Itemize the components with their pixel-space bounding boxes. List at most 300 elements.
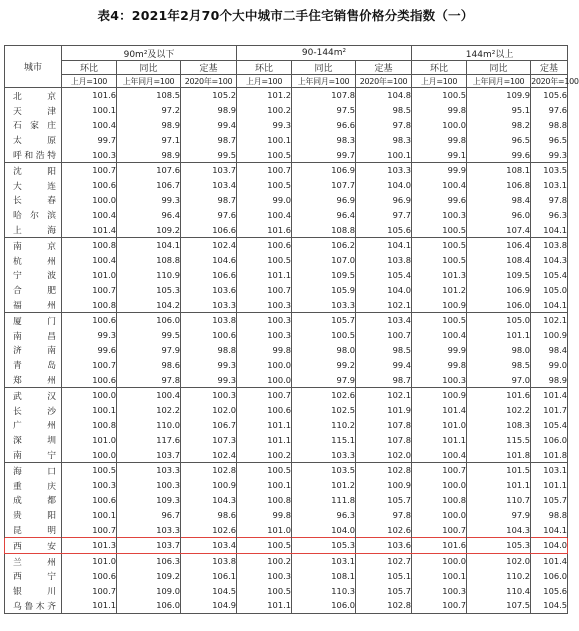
index-value: 99.3 bbox=[62, 328, 117, 343]
index-value: 104.1 bbox=[531, 522, 568, 537]
index-value: 102.1 bbox=[531, 312, 568, 327]
index-value: 100.0 bbox=[412, 118, 467, 133]
index-value: 98.7 bbox=[356, 372, 412, 387]
index-value: 97.2 bbox=[117, 103, 181, 118]
index-value: 117.6 bbox=[117, 432, 181, 447]
city-name: 大连 bbox=[5, 178, 62, 193]
index-value: 105.3 bbox=[292, 537, 356, 553]
index-value: 106.0 bbox=[292, 598, 356, 613]
index-value: 103.4 bbox=[181, 537, 237, 553]
index-value: 106.0 bbox=[467, 297, 531, 312]
index-value: 102.8 bbox=[356, 462, 412, 477]
index-value: 100.0 bbox=[412, 478, 467, 493]
index-value: 100.6 bbox=[237, 403, 292, 418]
city-name: 乌鲁木齐 bbox=[5, 598, 62, 613]
index-value: 108.8 bbox=[117, 253, 181, 268]
index-value: 100.1 bbox=[237, 478, 292, 493]
index-value: 100.5 bbox=[237, 178, 292, 193]
index-value: 101.8 bbox=[531, 447, 568, 462]
index-value: 103.7 bbox=[117, 537, 181, 553]
base-label-yoy: 上年同月=100 bbox=[467, 75, 531, 88]
index-value: 102.5 bbox=[292, 403, 356, 418]
index-value: 99.8 bbox=[412, 103, 467, 118]
index-value: 107.4 bbox=[467, 222, 531, 237]
index-value: 99.3 bbox=[237, 118, 292, 133]
index-value: 109.3 bbox=[117, 493, 181, 508]
index-value: 100.6 bbox=[181, 328, 237, 343]
index-value: 100.7 bbox=[62, 522, 117, 537]
index-value: 101.6 bbox=[237, 222, 292, 237]
subheader-mom: 环比 bbox=[412, 61, 467, 75]
index-value: 107.7 bbox=[292, 178, 356, 193]
city-name: 贵阳 bbox=[5, 507, 62, 522]
index-value: 106.0 bbox=[531, 432, 568, 447]
index-value: 98.5 bbox=[467, 357, 531, 372]
index-value: 100.5 bbox=[237, 583, 292, 598]
index-value: 102.2 bbox=[117, 403, 181, 418]
index-value: 100.3 bbox=[62, 147, 117, 162]
index-value: 100.1 bbox=[62, 103, 117, 118]
base-label-yoy: 上年同月=100 bbox=[117, 75, 181, 88]
index-value: 101.1 bbox=[237, 598, 292, 613]
city-name: 福州 bbox=[5, 297, 62, 312]
index-value: 98.2 bbox=[467, 118, 531, 133]
city-name: 呼和浩特 bbox=[5, 147, 62, 162]
index-value: 100.6 bbox=[62, 178, 117, 193]
index-value: 100.5 bbox=[237, 462, 292, 477]
index-value: 101.0 bbox=[412, 418, 467, 433]
index-value: 103.3 bbox=[117, 462, 181, 477]
index-value: 102.2 bbox=[467, 403, 531, 418]
index-value: 103.4 bbox=[356, 312, 412, 327]
index-value: 103.5 bbox=[292, 462, 356, 477]
index-value: 98.9 bbox=[531, 372, 568, 387]
index-value: 101.6 bbox=[412, 537, 467, 553]
index-value: 100.4 bbox=[62, 253, 117, 268]
table-row bbox=[5, 88, 568, 103]
index-value: 103.5 bbox=[531, 162, 568, 177]
city-name: 哈尔滨 bbox=[5, 207, 62, 222]
city-name: 太原 bbox=[5, 132, 62, 147]
index-value: 97.7 bbox=[356, 207, 412, 222]
index-value: 107.8 bbox=[356, 418, 412, 433]
index-value: 97.8 bbox=[117, 372, 181, 387]
index-value: 107.8 bbox=[356, 432, 412, 447]
index-value: 108.1 bbox=[467, 162, 531, 177]
index-value: 100.7 bbox=[412, 522, 467, 537]
index-value: 100.4 bbox=[62, 207, 117, 222]
index-value: 103.3 bbox=[292, 447, 356, 462]
city-name: 海口 bbox=[5, 462, 62, 477]
index-value: 100.9 bbox=[356, 478, 412, 493]
index-value: 101.7 bbox=[531, 403, 568, 418]
index-value: 100.4 bbox=[412, 178, 467, 193]
index-value: 99.6 bbox=[62, 343, 117, 358]
index-value: 106.7 bbox=[181, 418, 237, 433]
table-row bbox=[5, 522, 568, 537]
index-value: 97.8 bbox=[531, 193, 568, 208]
index-value: 102.8 bbox=[356, 598, 412, 613]
table-row bbox=[5, 147, 568, 162]
index-value: 102.7 bbox=[356, 553, 412, 568]
index-value: 98.9 bbox=[117, 147, 181, 162]
table-row bbox=[5, 162, 568, 177]
index-value: 100.5 bbox=[292, 328, 356, 343]
index-value: 105.7 bbox=[356, 493, 412, 508]
index-value: 100.1 bbox=[356, 147, 412, 162]
index-value: 105.4 bbox=[356, 268, 412, 283]
table-row bbox=[5, 493, 568, 508]
table-row bbox=[5, 598, 568, 613]
index-value: 100.5 bbox=[412, 312, 467, 327]
index-value: 96.7 bbox=[117, 507, 181, 522]
table-row bbox=[5, 132, 568, 147]
index-value: 96.5 bbox=[531, 132, 568, 147]
subheader-mom: 环比 bbox=[62, 61, 117, 75]
index-value: 105.9 bbox=[292, 282, 356, 297]
index-value: 99.6 bbox=[412, 193, 467, 208]
index-value: 99.0 bbox=[531, 357, 568, 372]
table-row bbox=[5, 357, 568, 372]
index-value: 101.2 bbox=[292, 478, 356, 493]
index-value: 99.0 bbox=[237, 193, 292, 208]
index-value: 100.5 bbox=[237, 147, 292, 162]
index-value: 105.3 bbox=[117, 282, 181, 297]
index-value: 100.8 bbox=[62, 418, 117, 433]
table-row bbox=[5, 432, 568, 447]
city-name: 北京 bbox=[5, 88, 62, 103]
city-name: 杭州 bbox=[5, 253, 62, 268]
index-value: 99.9 bbox=[412, 343, 467, 358]
index-value: 96.4 bbox=[117, 207, 181, 222]
base-label-mom: 上月=100 bbox=[62, 75, 117, 88]
index-value: 105.4 bbox=[531, 268, 568, 283]
index-value: 105.0 bbox=[531, 282, 568, 297]
index-value: 115.1 bbox=[292, 432, 356, 447]
index-value: 110.3 bbox=[292, 583, 356, 598]
index-value: 100.2 bbox=[237, 447, 292, 462]
index-value: 100.9 bbox=[412, 387, 467, 402]
index-value: 98.9 bbox=[181, 103, 237, 118]
city-name: 厦门 bbox=[5, 312, 62, 327]
index-value: 99.7 bbox=[62, 132, 117, 147]
index-value: 102.6 bbox=[292, 387, 356, 402]
index-value: 110.2 bbox=[292, 418, 356, 433]
index-value: 99.5 bbox=[181, 147, 237, 162]
index-value: 99.6 bbox=[467, 147, 531, 162]
index-value: 108.3 bbox=[467, 418, 531, 433]
index-value: 104.5 bbox=[181, 583, 237, 598]
index-value: 103.3 bbox=[292, 297, 356, 312]
index-value: 103.4 bbox=[181, 178, 237, 193]
city-name: 合肥 bbox=[5, 282, 62, 297]
index-value: 100.3 bbox=[117, 478, 181, 493]
index-value: 107.8 bbox=[292, 88, 356, 103]
index-value: 97.6 bbox=[531, 103, 568, 118]
group-header-small: 90m²及以下 bbox=[62, 46, 237, 61]
index-value: 109.0 bbox=[117, 583, 181, 598]
base-row bbox=[5, 75, 568, 88]
index-value: 100.0 bbox=[237, 357, 292, 372]
index-value: 97.9 bbox=[467, 507, 531, 522]
index-value: 99.8 bbox=[237, 507, 292, 522]
index-value: 100.6 bbox=[62, 312, 117, 327]
base-label-yoy: 上年同月=100 bbox=[292, 75, 356, 88]
index-value: 104.3 bbox=[531, 253, 568, 268]
index-value: 100.7 bbox=[62, 162, 117, 177]
index-value: 101.4 bbox=[62, 222, 117, 237]
index-value: 100.7 bbox=[237, 387, 292, 402]
index-value: 98.7 bbox=[181, 132, 237, 147]
city-name: 成都 bbox=[5, 493, 62, 508]
index-value: 105.1 bbox=[356, 569, 412, 584]
table-row bbox=[5, 387, 568, 402]
index-value: 101.1 bbox=[62, 598, 117, 613]
index-value: 99.8 bbox=[412, 357, 467, 372]
subheader-row bbox=[5, 61, 568, 75]
index-value: 100.5 bbox=[412, 237, 467, 252]
index-value: 104.3 bbox=[181, 493, 237, 508]
index-value: 100.3 bbox=[412, 372, 467, 387]
index-value: 98.8 bbox=[181, 343, 237, 358]
index-value: 100.0 bbox=[62, 193, 117, 208]
table-row bbox=[5, 403, 568, 418]
table-title: 表4：2021年2月70个大中城市二手住宅销售价格分类指数（一） bbox=[97, 8, 474, 23]
index-value: 100.0 bbox=[412, 553, 467, 568]
index-value: 115.5 bbox=[467, 432, 531, 447]
index-value: 98.4 bbox=[467, 193, 531, 208]
index-value: 110.9 bbox=[117, 268, 181, 283]
index-value: 107.3 bbox=[181, 432, 237, 447]
city-name: 长沙 bbox=[5, 403, 62, 418]
city-name: 南京 bbox=[5, 237, 62, 252]
city-name: 银川 bbox=[5, 583, 62, 598]
index-value: 100.7 bbox=[412, 462, 467, 477]
index-value: 100.3 bbox=[237, 312, 292, 327]
city-name: 重庆 bbox=[5, 478, 62, 493]
group-header-large: 144m²以上 bbox=[412, 46, 568, 61]
index-value: 100.3 bbox=[181, 387, 237, 402]
index-value: 103.3 bbox=[181, 297, 237, 312]
index-value: 101.4 bbox=[531, 553, 568, 568]
index-value: 111.8 bbox=[292, 493, 356, 508]
index-value: 100.8 bbox=[62, 297, 117, 312]
index-value: 97.8 bbox=[356, 507, 412, 522]
index-value: 98.5 bbox=[356, 343, 412, 358]
index-value: 97.8 bbox=[356, 118, 412, 133]
index-value: 104.5 bbox=[531, 598, 568, 613]
index-value: 100.2 bbox=[237, 103, 292, 118]
index-value: 100.8 bbox=[237, 493, 292, 508]
index-value: 100.3 bbox=[237, 569, 292, 584]
index-value: 101.1 bbox=[237, 432, 292, 447]
index-value: 101.9 bbox=[356, 403, 412, 418]
index-value: 109.9 bbox=[467, 88, 531, 103]
index-value: 100.0 bbox=[412, 507, 467, 522]
index-value: 100.6 bbox=[62, 493, 117, 508]
city-name: 石家庄 bbox=[5, 118, 62, 133]
index-value: 103.7 bbox=[117, 447, 181, 462]
index-value: 99.9 bbox=[412, 162, 467, 177]
table-row bbox=[5, 297, 568, 312]
city-name: 深圳 bbox=[5, 432, 62, 447]
index-value: 101.1 bbox=[467, 478, 531, 493]
index-value: 99.2 bbox=[292, 357, 356, 372]
index-value: 98.8 bbox=[531, 507, 568, 522]
base-label-fixed-base: 2020年=100 bbox=[181, 75, 237, 88]
index-value: 101.0 bbox=[62, 268, 117, 283]
subheader-fixed-base: 定基 bbox=[531, 61, 568, 75]
subheader-yoy: 同比 bbox=[467, 61, 531, 75]
index-value: 100.9 bbox=[531, 328, 568, 343]
index-value: 98.4 bbox=[531, 343, 568, 358]
index-value: 100.7 bbox=[237, 162, 292, 177]
index-value: 108.8 bbox=[292, 222, 356, 237]
base-label-fixed-base: 2020年=100 bbox=[531, 76, 579, 86]
city-name: 西安 bbox=[5, 537, 62, 553]
index-value: 96.4 bbox=[292, 207, 356, 222]
index-value: 100.5 bbox=[412, 88, 467, 103]
table-row bbox=[5, 418, 568, 433]
index-value: 100.5 bbox=[237, 253, 292, 268]
index-value: 100.9 bbox=[181, 478, 237, 493]
index-value: 99.3 bbox=[117, 193, 181, 208]
index-value: 107.5 bbox=[467, 598, 531, 613]
index-value: 96.3 bbox=[292, 507, 356, 522]
index-value: 97.6 bbox=[181, 207, 237, 222]
index-value: 106.8 bbox=[467, 178, 531, 193]
table-row bbox=[5, 553, 568, 568]
index-value: 108.4 bbox=[467, 253, 531, 268]
index-value: 104.1 bbox=[531, 297, 568, 312]
index-value: 100.1 bbox=[62, 403, 117, 418]
base-label-mom: 上月=100 bbox=[237, 75, 292, 88]
index-value: 97.9 bbox=[292, 372, 356, 387]
index-value: 106.4 bbox=[467, 237, 531, 252]
index-value: 105.6 bbox=[356, 222, 412, 237]
index-value: 98.0 bbox=[467, 343, 531, 358]
index-value: 101.0 bbox=[62, 432, 117, 447]
index-value: 100.3 bbox=[237, 297, 292, 312]
index-value: 100.7 bbox=[62, 583, 117, 598]
index-value: 101.3 bbox=[412, 268, 467, 283]
index-value: 99.4 bbox=[356, 357, 412, 372]
index-value: 100.4 bbox=[412, 328, 467, 343]
city-name: 长春 bbox=[5, 193, 62, 208]
table-row bbox=[5, 207, 568, 222]
index-value: 103.7 bbox=[181, 162, 237, 177]
index-value: 102.4 bbox=[181, 237, 237, 252]
index-value: 109.5 bbox=[292, 268, 356, 283]
subheader-mom: 环比 bbox=[237, 61, 292, 75]
index-value: 100.7 bbox=[62, 357, 117, 372]
table-row bbox=[5, 222, 568, 237]
index-value: 100.2 bbox=[237, 553, 292, 568]
index-value: 104.1 bbox=[117, 237, 181, 252]
index-value: 102.1 bbox=[356, 297, 412, 312]
index-value: 97.9 bbox=[117, 343, 181, 358]
index-value: 100.6 bbox=[237, 237, 292, 252]
city-name: 兰州 bbox=[5, 553, 62, 568]
index-value: 100.4 bbox=[412, 447, 467, 462]
table-body bbox=[5, 88, 568, 614]
index-value: 106.3 bbox=[117, 553, 181, 568]
index-value: 98.8 bbox=[531, 118, 568, 133]
index-value: 101.4 bbox=[531, 387, 568, 402]
index-value: 106.0 bbox=[117, 312, 181, 327]
index-value: 101.0 bbox=[62, 553, 117, 568]
city-name: 南宁 bbox=[5, 447, 62, 462]
table-row bbox=[5, 103, 568, 118]
index-value: 103.1 bbox=[531, 178, 568, 193]
index-value: 102.8 bbox=[181, 462, 237, 477]
index-value: 103.8 bbox=[531, 237, 568, 252]
index-value: 105.4 bbox=[531, 418, 568, 433]
table-row bbox=[5, 478, 568, 493]
price-index-table bbox=[4, 45, 579, 614]
table-row bbox=[5, 118, 568, 133]
index-value: 99.8 bbox=[412, 132, 467, 147]
city-name: 济南 bbox=[5, 343, 62, 358]
index-value: 100.5 bbox=[62, 462, 117, 477]
index-value: 96.5 bbox=[467, 132, 531, 147]
subheader-yoy: 同比 bbox=[117, 61, 181, 75]
table-row bbox=[5, 372, 568, 387]
index-value: 105.7 bbox=[356, 583, 412, 598]
index-value: 106.0 bbox=[531, 569, 568, 584]
index-value: 100.7 bbox=[237, 282, 292, 297]
table-row bbox=[5, 193, 568, 208]
table-row bbox=[5, 178, 568, 193]
index-value: 106.9 bbox=[292, 162, 356, 177]
city-header: 城市 bbox=[5, 46, 62, 88]
index-value: 104.1 bbox=[531, 222, 568, 237]
index-value: 100.7 bbox=[356, 328, 412, 343]
index-value: 96.3 bbox=[531, 207, 568, 222]
index-value: 104.0 bbox=[356, 282, 412, 297]
index-value: 100.0 bbox=[62, 387, 117, 402]
index-value: 100.0 bbox=[62, 447, 117, 462]
base-label-fixed-base: 2020年=100 bbox=[356, 75, 412, 88]
index-value: 110.0 bbox=[117, 418, 181, 433]
index-value: 102.0 bbox=[181, 403, 237, 418]
index-value: 102.0 bbox=[356, 447, 412, 462]
index-value: 101.2 bbox=[237, 88, 292, 103]
index-value: 109.2 bbox=[117, 569, 181, 584]
index-value: 103.8 bbox=[356, 253, 412, 268]
index-value: 101.4 bbox=[412, 403, 467, 418]
table-row bbox=[5, 268, 568, 283]
index-value: 103.8 bbox=[181, 312, 237, 327]
index-value: 104.6 bbox=[181, 253, 237, 268]
table-row bbox=[5, 312, 568, 327]
city-name: 南昌 bbox=[5, 328, 62, 343]
index-value: 100.4 bbox=[62, 118, 117, 133]
index-value: 105.3 bbox=[467, 537, 531, 553]
city-name: 郑州 bbox=[5, 372, 62, 387]
index-value: 99.8 bbox=[237, 343, 292, 358]
index-value: 104.2 bbox=[117, 297, 181, 312]
index-value: 100.6 bbox=[62, 372, 117, 387]
city-name: 宁波 bbox=[5, 268, 62, 283]
index-value: 96.0 bbox=[467, 207, 531, 222]
index-value: 100.7 bbox=[62, 282, 117, 297]
index-value: 110.2 bbox=[467, 569, 531, 584]
index-value: 101.5 bbox=[467, 462, 531, 477]
index-value: 100.5 bbox=[412, 253, 467, 268]
index-value: 98.3 bbox=[356, 132, 412, 147]
table-row bbox=[5, 328, 568, 343]
